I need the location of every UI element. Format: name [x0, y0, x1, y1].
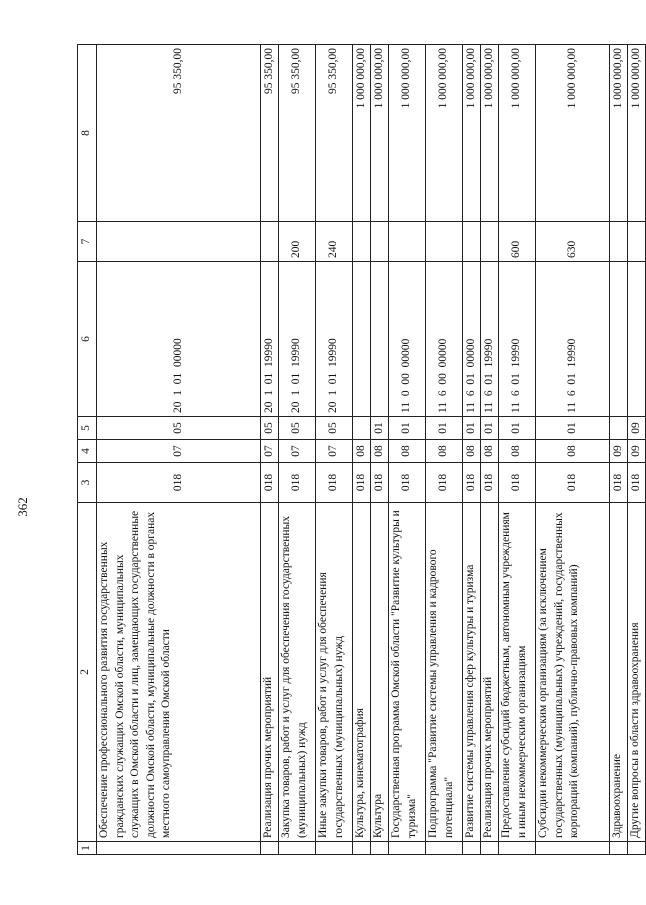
row-code: 018: [261, 463, 279, 503]
page-number: 362: [15, 497, 30, 517]
row-col-1: [261, 842, 279, 855]
row-expense-type: [463, 222, 481, 262]
row-section: 07: [279, 440, 316, 463]
row-target-article: 11 0 00 00000: [389, 262, 426, 417]
table-row: [279, 45, 316, 855]
row-subsection: 05: [97, 417, 261, 440]
row-code: 018: [389, 463, 426, 503]
row-expense-type: [628, 222, 646, 262]
row-name: Закупка товаров, работ и услуг для обеспечения государственных (муниципальных) нужд: [279, 503, 316, 842]
row-target-article: 20 1 01 19990: [316, 262, 353, 417]
table-row: [628, 45, 646, 855]
row-target-article: 11 6 01 19990: [536, 262, 610, 417]
row-name: Культура: [371, 503, 389, 842]
row-expense-type: [261, 222, 279, 262]
row-code: 018: [628, 463, 646, 503]
table-row: [610, 45, 628, 855]
header-col-4: 4: [78, 440, 97, 463]
row-target-article: 11 6 01 19990: [499, 262, 536, 417]
row-subsection: 01: [499, 417, 536, 440]
row-section: 08: [481, 440, 499, 463]
row-sum: 1 000 000,00: [481, 45, 499, 222]
row-section: 09: [610, 440, 628, 463]
row-expense-type: 200: [279, 222, 316, 262]
row-target-article: 20 1 01 19990: [261, 262, 279, 417]
row-expense-type: [610, 222, 628, 262]
row-sum: 1 000 000,00: [389, 45, 426, 222]
row-subsection: 01: [371, 417, 389, 440]
row-subsection: [610, 417, 628, 440]
table-body: [97, 45, 646, 855]
row-sum: 1 000 000,00: [628, 45, 646, 222]
row-col-1: [316, 842, 353, 855]
row-subsection: 01: [536, 417, 610, 440]
row-target-article: 11 6 01 19990: [481, 262, 499, 417]
row-expense-type: [426, 222, 463, 262]
row-col-1: [628, 842, 646, 855]
row-col-1: [389, 842, 426, 855]
row-expense-type: 240: [316, 222, 353, 262]
row-expense-type: [481, 222, 499, 262]
row-name: Реализация прочих мероприятий: [481, 503, 499, 842]
row-section: 07: [97, 440, 261, 463]
row-name: Предоставление субсидий бюджетным, автономным учреждениям и иным некоммерческим организациям: [499, 503, 536, 842]
table-row: [536, 45, 610, 855]
row-code: 018: [481, 463, 499, 503]
table-row: [463, 45, 481, 855]
row-section: 07: [261, 440, 279, 463]
header-col-1: 1: [78, 842, 97, 855]
row-code: 018: [499, 463, 536, 503]
row-name: Государственная программа Омской области "Развитие культуры и туризма": [389, 503, 426, 842]
row-subsection: 01: [426, 417, 463, 440]
row-target-article: [371, 262, 389, 417]
row-code: 018: [536, 463, 610, 503]
table-header-row: [78, 45, 97, 855]
row-col-1: [610, 842, 628, 855]
row-sum: 95 350,00: [279, 45, 316, 222]
row-subsection: 09: [628, 417, 646, 440]
row-section: 08: [389, 440, 426, 463]
row-name: Культура, кинематография: [353, 503, 371, 842]
budget-table: [77, 44, 646, 855]
header-col-3: 3: [78, 463, 97, 503]
table-row: [316, 45, 353, 855]
row-expense-type: 600: [499, 222, 536, 262]
row-col-1: [481, 842, 499, 855]
row-sum: 1 000 000,00: [353, 45, 371, 222]
row-target-article: [353, 262, 371, 417]
row-sum: 1 000 000,00: [499, 45, 536, 222]
row-name: Реализация прочих мероприятий: [261, 503, 279, 842]
row-code: 018: [463, 463, 481, 503]
row-subsection: 05: [261, 417, 279, 440]
row-target-article: 20 1 01 19990: [279, 262, 316, 417]
row-col-1: [426, 842, 463, 855]
row-sum: 1 000 000,00: [371, 45, 389, 222]
row-section: 09: [628, 440, 646, 463]
row-section: 08: [371, 440, 389, 463]
row-sum: 1 000 000,00: [536, 45, 610, 222]
row-name: Иные закупки товаров, работ и услуг для обеспечения государственных (муниципальных) нужд: [316, 503, 353, 842]
header-col-7: 7: [78, 222, 97, 262]
row-target-article: 11 6 01 00000: [463, 262, 481, 417]
header-col-6: 6: [78, 262, 97, 417]
row-name: Подпрограмма "Развитие системы управления и кадрового потенциала": [426, 503, 463, 842]
rotated-page: [15, 45, 642, 855]
table-row: [481, 45, 499, 855]
row-col-1: [279, 842, 316, 855]
row-code: 018: [353, 463, 371, 503]
row-section: 07: [316, 440, 353, 463]
header-col-2: 2: [78, 503, 97, 842]
row-code: 018: [316, 463, 353, 503]
row-col-1: [353, 842, 371, 855]
row-subsection: [353, 417, 371, 440]
row-section: 08: [536, 440, 610, 463]
row-code: 018: [97, 463, 261, 503]
row-subsection: 05: [316, 417, 353, 440]
row-sum: 1 000 000,00: [463, 45, 481, 222]
row-sum: 95 350,00: [316, 45, 353, 222]
row-expense-type: [389, 222, 426, 262]
header-col-5: 5: [78, 417, 97, 440]
row-col-1: [97, 842, 261, 855]
table-row: [389, 45, 426, 855]
table-row: [426, 45, 463, 855]
header-col-8: 8: [78, 45, 97, 222]
row-expense-type: [371, 222, 389, 262]
row-target-article: 11 6 00 00000: [426, 262, 463, 417]
row-col-1: [463, 842, 481, 855]
table-row: [371, 45, 389, 855]
row-code: 018: [610, 463, 628, 503]
row-col-1: [536, 842, 610, 855]
row-sum: 1 000 000,00: [610, 45, 628, 222]
row-name: Субсидии некоммерческим организациям (за исключением государственных (муниципальных) учреждений, государственных корпораций (компаний), публично-правовых компаний): [536, 503, 610, 842]
row-target-article: [628, 262, 646, 417]
row-code: 018: [371, 463, 389, 503]
row-name: Здравоохранение: [610, 503, 628, 842]
row-subsection: 01: [389, 417, 426, 440]
row-subsection: 05: [279, 417, 316, 440]
row-section: 08: [463, 440, 481, 463]
table-row: [353, 45, 371, 855]
row-subsection: 01: [463, 417, 481, 440]
row-expense-type: [353, 222, 371, 262]
row-name: Развитие системы управления сфер культуры и туризма: [463, 503, 481, 842]
table-row: [499, 45, 536, 855]
table-row: [97, 45, 261, 855]
row-expense-type: [97, 222, 261, 262]
row-section: 08: [353, 440, 371, 463]
row-code: 018: [279, 463, 316, 503]
row-sum: 95 350,00: [97, 45, 261, 222]
row-subsection: 01: [481, 417, 499, 440]
row-target-article: [610, 262, 628, 417]
table-row: [261, 45, 279, 855]
row-code: 018: [426, 463, 463, 503]
row-col-1: [371, 842, 389, 855]
row-sum: 95 350,00: [261, 45, 279, 222]
row-expense-type: 630: [536, 222, 610, 262]
row-target-article: 20 1 01 00000: [97, 262, 261, 417]
row-name: Другие вопросы в области здравоохранения: [628, 503, 646, 842]
row-col-1: [499, 842, 536, 855]
row-section: 08: [426, 440, 463, 463]
row-sum: 1 000 000,00: [426, 45, 463, 222]
row-section: 08: [499, 440, 536, 463]
row-name: Обеспечение профессионального развития государственных гражданских служащих Омской области, муниципальных служащих в Омской области и лиц, замещающих государственные должности Омской области, муниципальные должности в органах местного самоуправления Омской области: [97, 503, 261, 842]
